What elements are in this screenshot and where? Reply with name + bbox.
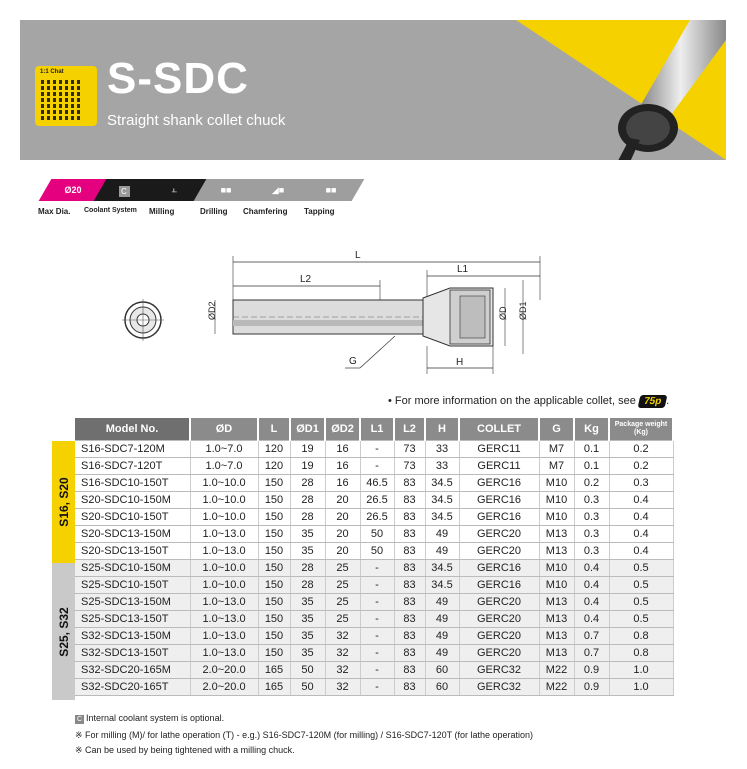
table-cell: GERC20	[459, 594, 539, 611]
table-cell: 60	[425, 679, 459, 696]
qr-label: 1:1 Chat	[40, 69, 64, 75]
table-cell: 32	[325, 662, 360, 679]
table-cell: 32	[325, 679, 360, 696]
table-cell: -	[360, 577, 394, 594]
table-row	[75, 441, 673, 458]
table-cell: -	[360, 594, 394, 611]
table-cell: GERC20	[459, 543, 539, 560]
table-cell: 73	[394, 441, 425, 458]
collet-page-ref[interactable]: 75p	[637, 395, 667, 408]
table-cell: 0.2	[609, 441, 673, 458]
table-row	[75, 611, 673, 628]
milling-icon: ⫠	[170, 184, 178, 195]
footnote-text: ※ For milling (M)/ for lathe operation (T) - e.g.) S16-SDC7-120M (for milling) / S16-SDC7-120T (for lathe operation)	[75, 730, 534, 740]
table-cell: S20-SDC13-150M	[75, 526, 190, 543]
coolant-label: Coolant System	[84, 207, 137, 214]
table-cell: GERC11	[459, 441, 539, 458]
table-cell: 0.7	[574, 645, 609, 662]
table-cell: 33	[425, 441, 459, 458]
table-cell: 35	[290, 526, 325, 543]
table-cell: 83	[394, 645, 425, 662]
chamfering-icon: ◢■	[271, 185, 285, 195]
drilling-label: Drilling	[200, 207, 228, 216]
table-cell: 1.0~13.0	[190, 543, 258, 560]
table-cell: 20	[325, 509, 360, 526]
dim-D: ØD	[498, 306, 508, 320]
table-cell: 34.5	[425, 492, 459, 509]
table-cell: 2.0~20.0	[190, 679, 258, 696]
table-cell: 1.0~7.0	[190, 441, 258, 458]
table-cell: 35	[290, 628, 325, 645]
table-cell: 16	[325, 441, 360, 458]
table-cell: 150	[258, 475, 290, 492]
table-cell: 0.4	[574, 594, 609, 611]
table-cell: 165	[258, 679, 290, 696]
col-d2: ØD2	[325, 418, 360, 441]
table-cell: 33	[425, 458, 459, 475]
col-package-weight: Package weight (Kg)	[609, 418, 673, 441]
table-cell: M10	[539, 475, 574, 492]
group-label-s25-s32	[52, 563, 75, 700]
footnote-text: ※ Can be used by being tightened with a milling chuck.	[75, 745, 295, 755]
table-cell: GERC32	[459, 679, 539, 696]
table-cell: 0.5	[609, 611, 673, 628]
table-cell: 35	[290, 611, 325, 628]
table-cell: 0.1	[574, 458, 609, 475]
table-cell: 0.4	[609, 509, 673, 526]
table-cell: 1.0~7.0	[190, 458, 258, 475]
table-row	[75, 679, 673, 696]
table-row	[75, 662, 673, 679]
table-row	[75, 628, 673, 645]
col-d: ØD	[190, 418, 258, 441]
table-cell: 2.0~20.0	[190, 662, 258, 679]
table-cell: GERC20	[459, 628, 539, 645]
table-cell: M7	[539, 441, 574, 458]
table-cell: 49	[425, 543, 459, 560]
table-cell: 150	[258, 543, 290, 560]
table-cell: 165	[258, 662, 290, 679]
collet-chuck-photo	[540, 20, 726, 160]
table-cell: 32	[325, 628, 360, 645]
table-cell: GERC20	[459, 526, 539, 543]
col-collet: COLLET	[459, 418, 539, 441]
table-cell: 0.4	[574, 577, 609, 594]
table-cell: 1.0~10.0	[190, 577, 258, 594]
table-cell: -	[360, 560, 394, 577]
table-cell: 0.3	[574, 492, 609, 509]
table-cell: 0.4	[609, 543, 673, 560]
table-cell: M10	[539, 560, 574, 577]
table-cell: M13	[539, 526, 574, 543]
table-row	[75, 577, 673, 594]
technical-drawing	[105, 240, 550, 380]
table-cell: 1.0~10.0	[190, 475, 258, 492]
tapping-tab	[298, 179, 365, 201]
table-cell: 28	[290, 509, 325, 526]
table-cell: S25-SDC13-150T	[75, 611, 190, 628]
table-cell: 73	[394, 458, 425, 475]
table-cell: S25-SDC13-150M	[75, 594, 190, 611]
footnote-text: Internal coolant system is optional.	[86, 713, 225, 723]
col-l: L	[258, 418, 290, 441]
collet-note-text: • For more information on the applicable collet, see	[388, 395, 636, 407]
table-cell: 0.3	[574, 526, 609, 543]
table-cell: 25	[325, 560, 360, 577]
table-cell: 0.9	[574, 679, 609, 696]
table-cell: 83	[394, 628, 425, 645]
table-cell: 28	[290, 475, 325, 492]
table-cell: -	[360, 458, 394, 475]
table-cell: 83	[394, 611, 425, 628]
table-cell: M10	[539, 492, 574, 509]
table-cell: GERC16	[459, 560, 539, 577]
table-cell: 0.5	[609, 577, 673, 594]
table-cell: 34.5	[425, 577, 459, 594]
collet-note-end: .	[666, 395, 670, 407]
table-cell: 49	[425, 611, 459, 628]
table-cell: 20	[325, 526, 360, 543]
table-cell: 49	[425, 526, 459, 543]
table-cell: 0.3	[574, 543, 609, 560]
table-cell: 0.4	[574, 560, 609, 577]
table-cell: 26.5	[360, 492, 394, 509]
table-cell: S16-SDC7-120T	[75, 458, 190, 475]
table-cell: 0.2	[609, 458, 673, 475]
dim-L1: L1	[457, 264, 469, 275]
table-cell: S32-SDC20-165T	[75, 679, 190, 696]
table-cell: M22	[539, 679, 574, 696]
table-row	[75, 492, 673, 509]
table-cell: 28	[290, 560, 325, 577]
table-cell: 20	[325, 492, 360, 509]
table-cell: 83	[394, 560, 425, 577]
milling-label: Milling	[149, 207, 175, 216]
table-cell: 25	[325, 577, 360, 594]
table-cell: 35	[290, 594, 325, 611]
table-cell: S20-SDC10-150T	[75, 509, 190, 526]
table-cell: 150	[258, 526, 290, 543]
dim-H: H	[456, 357, 464, 368]
table-cell: 83	[394, 594, 425, 611]
table-cell: M13	[539, 543, 574, 560]
table-cell: 120	[258, 458, 290, 475]
table-cell: GERC16	[459, 475, 539, 492]
table-cell: 150	[258, 509, 290, 526]
table-cell: GERC32	[459, 662, 539, 679]
table-cell: 34.5	[425, 560, 459, 577]
table-cell: S16-SDC10-150T	[75, 475, 190, 492]
group-label-text: S16, S20	[56, 477, 71, 527]
table-cell: 1.0~13.0	[190, 526, 258, 543]
col-model: Model No.	[75, 418, 190, 441]
table-row	[75, 458, 673, 475]
table-cell: GERC11	[459, 458, 539, 475]
table-cell: 83	[394, 509, 425, 526]
page-title: S-SDC	[107, 54, 249, 103]
table-header-row	[75, 418, 673, 441]
table-cell: 28	[290, 492, 325, 509]
table-cell: 120	[258, 441, 290, 458]
drilling-icon: ■■	[220, 185, 232, 195]
table-cell: 150	[258, 594, 290, 611]
spec-table-body	[75, 441, 673, 696]
table-cell: GERC20	[459, 645, 539, 662]
table-cell: 1.0~10.0	[190, 509, 258, 526]
spec-table	[75, 418, 674, 696]
footnote-coolant	[75, 713, 224, 724]
table-cell: 1.0~10.0	[190, 560, 258, 577]
table-row	[75, 526, 673, 543]
table-cell: 83	[394, 577, 425, 594]
table-cell: S20-SDC10-150M	[75, 492, 190, 509]
table-cell: 34.5	[425, 509, 459, 526]
collet-note	[388, 395, 669, 408]
col-kg: Kg	[574, 418, 609, 441]
coolant-icon: C	[119, 186, 130, 197]
table-cell: 20	[325, 543, 360, 560]
group-label-text: S25, S32	[56, 606, 71, 657]
table-cell: -	[360, 662, 394, 679]
table-cell: 1.0~10.0	[190, 492, 258, 509]
max-dia-value: Ø20	[64, 185, 82, 195]
table-cell: GERC16	[459, 492, 539, 509]
table-cell: 0.2	[574, 475, 609, 492]
table-cell: 150	[258, 577, 290, 594]
table-cell: 26.5	[360, 509, 394, 526]
tapping-icon: ■■	[325, 185, 337, 195]
table-cell: S25-SDC10-150T	[75, 577, 190, 594]
table-cell: 25	[325, 594, 360, 611]
dim-G: G	[349, 356, 357, 367]
table-row	[75, 560, 673, 577]
table-cell: 34.5	[425, 475, 459, 492]
table-cell: M13	[539, 594, 574, 611]
table-cell: GERC16	[459, 577, 539, 594]
dim-L: L	[355, 250, 361, 261]
max-dia-label: Max Dia.	[38, 207, 71, 216]
dim-D2: ØD2	[207, 301, 217, 320]
table-cell: -	[360, 679, 394, 696]
footnote-chuck	[75, 745, 295, 756]
table-cell: GERC16	[459, 509, 539, 526]
table-cell: S16-SDC7-120M	[75, 441, 190, 458]
table-cell: 83	[394, 492, 425, 509]
footnote-milling-lathe	[75, 730, 533, 741]
table-cell: 35	[290, 543, 325, 560]
coolant-badge-icon: C	[76, 716, 83, 723]
table-cell: M13	[539, 611, 574, 628]
table-cell: M7	[539, 458, 574, 475]
table-cell: 50	[360, 543, 394, 560]
group-label-s16-s20	[52, 441, 75, 563]
table-cell: S32-SDC20-165M	[75, 662, 190, 679]
table-cell: 28	[290, 577, 325, 594]
table-cell: M22	[539, 662, 574, 679]
tapping-label: Tapping	[304, 207, 335, 216]
table-cell: 49	[425, 628, 459, 645]
table-cell: M10	[539, 509, 574, 526]
table-cell: 16	[325, 475, 360, 492]
table-row	[75, 475, 673, 492]
table-cell: 0.3	[574, 509, 609, 526]
table-cell: 19	[290, 458, 325, 475]
dim-D1: ØD1	[518, 301, 528, 320]
table-cell: 83	[394, 679, 425, 696]
table-cell: 35	[290, 645, 325, 662]
table-cell: 50	[290, 662, 325, 679]
table-cell: S32-SDC13-150M	[75, 628, 190, 645]
dim-L2: L2	[300, 274, 312, 285]
table-row	[75, 645, 673, 662]
table-cell: 150	[258, 645, 290, 662]
table-cell: S25-SDC10-150M	[75, 560, 190, 577]
table-cell: M13	[539, 645, 574, 662]
table-cell: 83	[394, 526, 425, 543]
table-cell: 150	[258, 492, 290, 509]
table-cell: 0.4	[609, 492, 673, 509]
col-h: H	[425, 418, 459, 441]
table-cell: 0.9	[574, 662, 609, 679]
table-cell: 150	[258, 560, 290, 577]
table-cell: S20-SDC13-150T	[75, 543, 190, 560]
table-cell: 1.0~13.0	[190, 645, 258, 662]
table-cell: 83	[394, 543, 425, 560]
table-row	[75, 509, 673, 526]
table-cell: 16	[325, 458, 360, 475]
table-cell: -	[360, 611, 394, 628]
chamfering-label: Chamfering	[243, 207, 288, 216]
table-cell: 0.5	[609, 594, 673, 611]
table-cell: M10	[539, 577, 574, 594]
table-row	[75, 594, 673, 611]
col-l2: L2	[394, 418, 425, 441]
qr-code[interactable]	[35, 66, 97, 126]
table-cell: 0.7	[574, 628, 609, 645]
table-cell: 83	[394, 662, 425, 679]
table-cell: 0.8	[609, 628, 673, 645]
table-cell: 32	[325, 645, 360, 662]
table-cell: 0.1	[574, 441, 609, 458]
col-l1: L1	[360, 418, 394, 441]
col-g: G	[539, 418, 574, 441]
table-cell: 83	[394, 475, 425, 492]
table-cell: 1.0~13.0	[190, 611, 258, 628]
qr-pattern-overlay	[41, 78, 83, 120]
table-row	[75, 543, 673, 560]
table-cell: 0.4	[609, 526, 673, 543]
table-cell: -	[360, 645, 394, 662]
table-cell: 49	[425, 645, 459, 662]
table-cell: -	[360, 628, 394, 645]
table-cell: 60	[425, 662, 459, 679]
table-cell: GERC20	[459, 611, 539, 628]
table-cell: 25	[325, 611, 360, 628]
table-cell: 0.5	[609, 560, 673, 577]
col-d1: ØD1	[290, 418, 325, 441]
table-cell: 150	[258, 611, 290, 628]
table-cell: 1.0~13.0	[190, 628, 258, 645]
table-cell: 0.3	[609, 475, 673, 492]
table-cell: S32-SDC13-150T	[75, 645, 190, 662]
table-cell: 49	[425, 594, 459, 611]
table-cell: M13	[539, 628, 574, 645]
table-cell: 46.5	[360, 475, 394, 492]
page-subtitle: Straight shank collet chuck	[107, 112, 286, 129]
table-cell: 50	[290, 679, 325, 696]
table-cell: 0.8	[609, 645, 673, 662]
table-cell: 50	[360, 526, 394, 543]
table-cell: 150	[258, 628, 290, 645]
table-cell: 1.0~13.0	[190, 594, 258, 611]
table-cell: 0.4	[574, 611, 609, 628]
table-cell: -	[360, 441, 394, 458]
table-cell: 1.0	[609, 662, 673, 679]
table-cell: 1.0	[609, 679, 673, 696]
table-cell: 19	[290, 441, 325, 458]
